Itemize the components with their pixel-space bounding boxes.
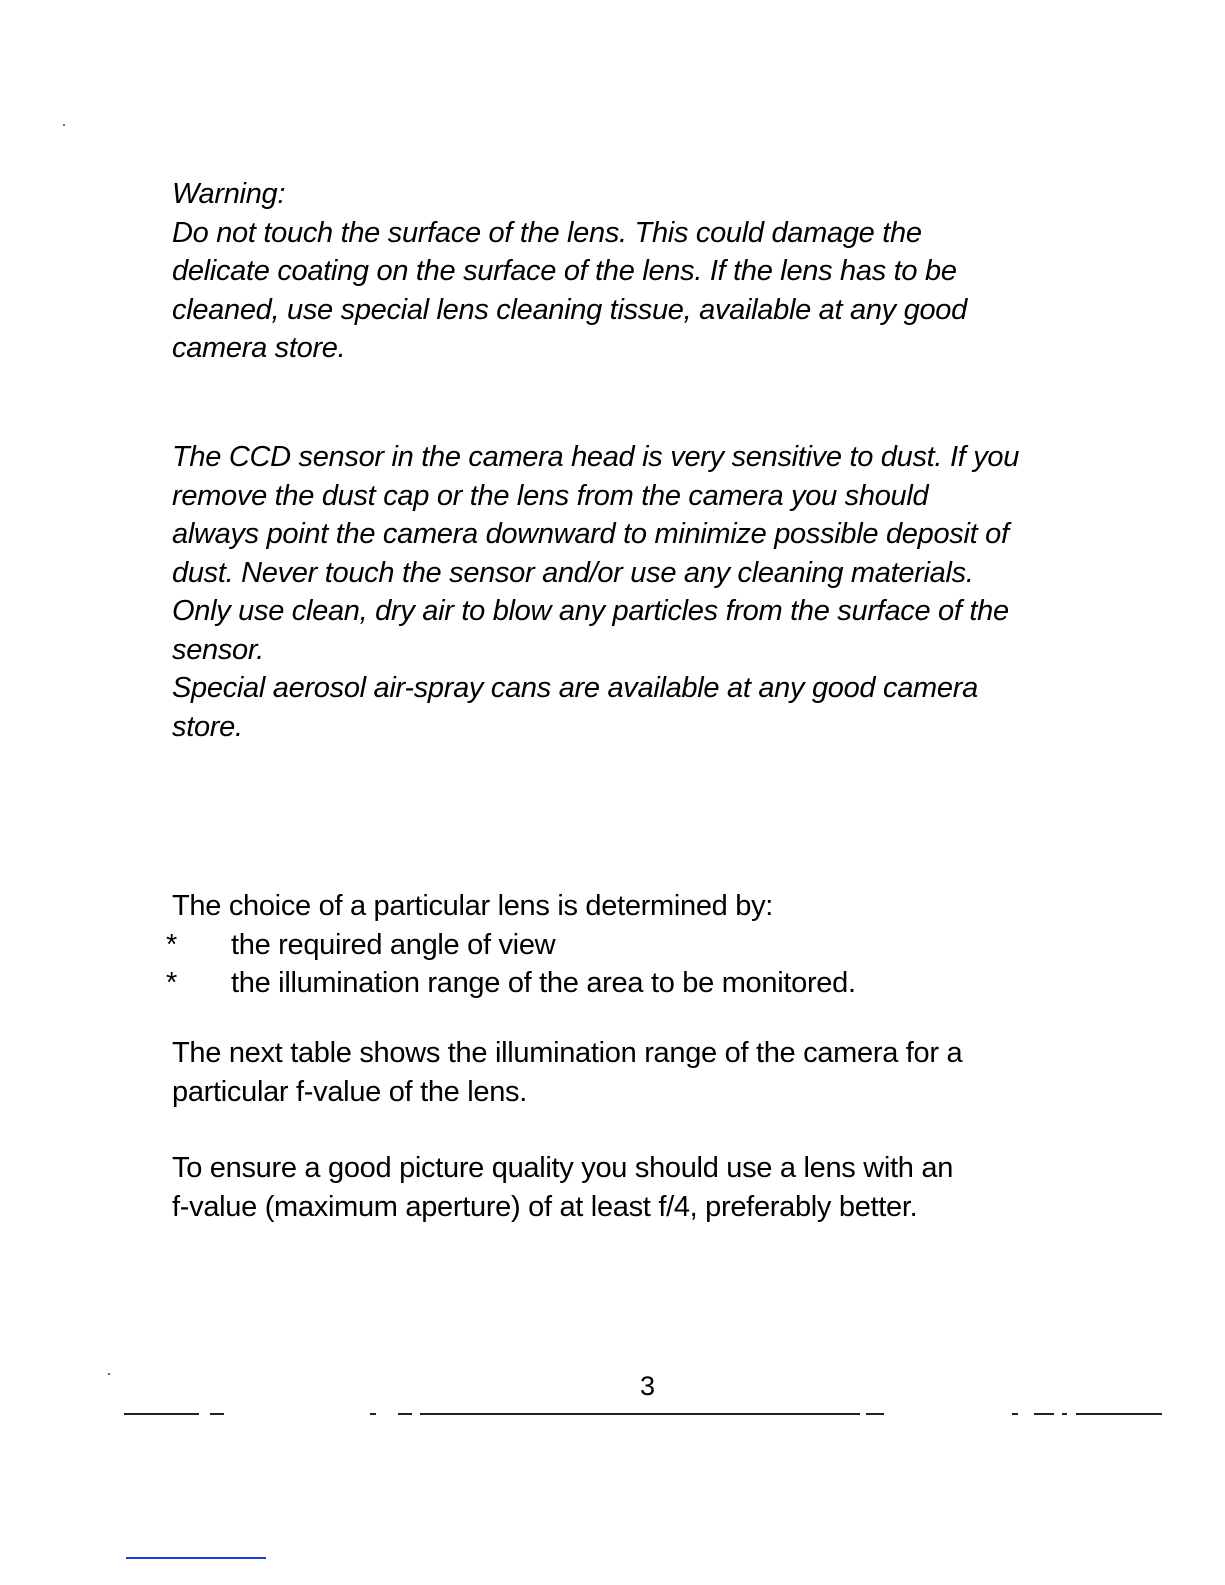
warning-line: cleaned, use special lens cleaning tissue, available at any good — [172, 293, 967, 326]
ccd-note-line: remove the dust cap or the lens from the camera you should — [172, 479, 929, 512]
lens-choice-intro: The choice of a particular lens is determined by: — [172, 890, 774, 922]
bottom-blue-line — [126, 1557, 266, 1559]
ccd-note-line: always point the camera downward to minimize possible deposit of — [172, 518, 1009, 550]
warning-heading: Warning: — [172, 178, 286, 210]
bullet-text: the illumination range of the area to be monitored. — [231, 967, 856, 999]
bullet-star-icon: * — [166, 967, 178, 999]
table-note-line: The next table shows the illumination range of the camera for a — [172, 1037, 963, 1069]
bullet-star-icon: * — [166, 928, 178, 961]
ccd-sensor-note — [172, 438, 1172, 746]
warning-block — [172, 175, 1172, 368]
warning-line: Do not touch the surface of the lens. This could damage the — [172, 216, 922, 249]
aperture-note-line: f-value (maximum aperture) of at least f/4, preferably better. — [172, 1190, 918, 1223]
table-note-line: particular f-value of the lens. — [172, 1075, 527, 1108]
warning-line: camera store. — [172, 332, 346, 364]
ccd-note-line: The CCD sensor in the camera head is very sensitive to dust. If you — [172, 441, 1020, 473]
scan-speck — [108, 1373, 110, 1375]
aperture-note-block — [172, 1149, 1172, 1226]
bullet-item — [166, 926, 1172, 965]
aperture-note-line: To ensure a good picture quality you should use a lens with an — [172, 1152, 954, 1184]
bullet-text: the required angle of view — [231, 928, 556, 961]
scan-speck — [63, 124, 65, 126]
page-number: 3 — [640, 1371, 656, 1401]
ccd-note-line: Only use clean, dry air to blow any particles from the surface of the — [172, 595, 1009, 627]
ccd-note-line: dust. Never touch the sensor and/or use any cleaning materials. — [172, 556, 974, 589]
ccd-note-line: Special aerosol air-spray cans are available at any good camera — [172, 672, 978, 704]
warning-line: delicate coating on the surface of the lens. If the lens has to be — [172, 255, 957, 287]
ccd-note-line: store. — [172, 710, 243, 743]
ccd-note-line: sensor. — [172, 633, 264, 666]
table-note-block — [172, 1034, 1172, 1111]
lens-choice-block — [166, 887, 1172, 1003]
bullet-item — [166, 964, 1172, 1003]
